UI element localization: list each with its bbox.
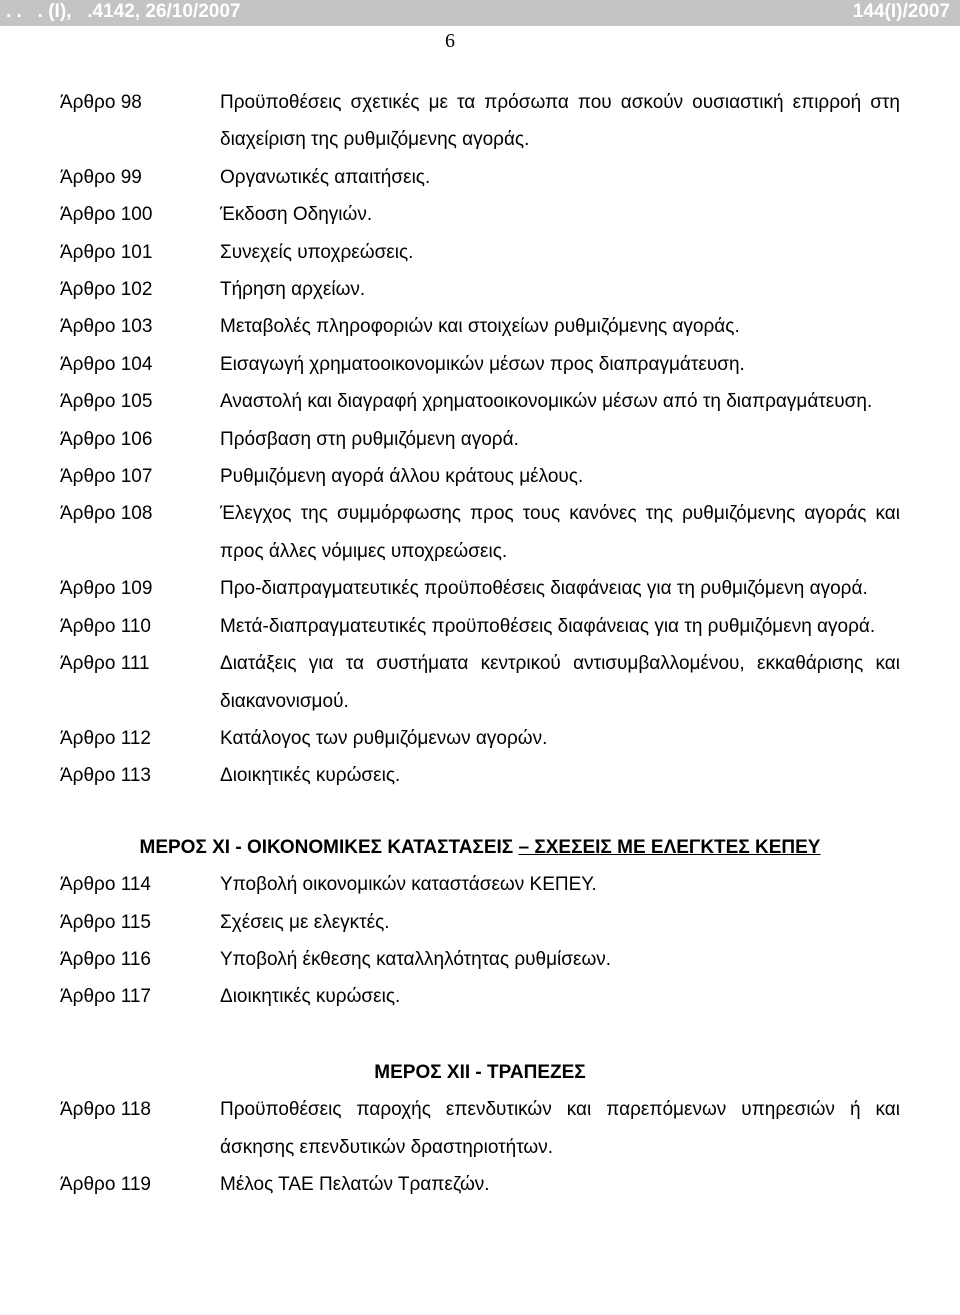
toc-row — [60, 421, 900, 458]
article-title: Έκδοση Οδηγιών. — [220, 204, 373, 226]
article-title: Οργανωτικές απαιτήσεις. — [220, 166, 431, 188]
article-title: Μετά-διαπραγματευτικές προϋποθέσεις διαφάνειας για τη ρυθμιζόμενη αγορά. — [220, 615, 876, 637]
article-title: Εισαγωγή χρηματοοικονομικών μέσων προς διαπραγμάτευση. — [220, 353, 745, 375]
article-number: Άρθρο 109 — [60, 578, 153, 600]
part-xi-heading-underlined: – ΣΧΕΣΕΙΣ ΜΕ ΕΛΕΓΚΤΕΣ ΚΕΠΕΥ — [518, 836, 821, 858]
table-of-contents — [60, 84, 900, 1203]
toc-row — [60, 904, 900, 941]
toc-row — [60, 458, 900, 495]
article-title: Συνεχείς υποχρεώσεις. — [220, 241, 414, 263]
article-number: Άρθρο 102 — [60, 279, 153, 301]
article-title: Διατάξεις για τα συστήματα κεντρικού αντισυμβαλλομένου, εκκαθάρισης και διακανονισμού. — [220, 653, 900, 712]
toc-row — [60, 271, 900, 308]
toc-row — [60, 720, 900, 757]
article-number: Άρθρο 112 — [60, 727, 152, 749]
article-number: Άρθρο 110 — [60, 615, 152, 637]
article-title: Ρυθμιζόμενη αγορά άλλου κράτους μέλους. — [220, 466, 584, 488]
article-title: Προϋποθέσεις παροχής επενδυτικών και παρεπόμενων υπηρεσιών ή και άσκησης επενδυτικών δραστηριοτήτων. — [220, 1099, 900, 1158]
toc-row — [60, 757, 900, 794]
toc-row — [60, 84, 900, 159]
toc-row — [60, 159, 900, 196]
part-xi-article-list — [60, 866, 900, 1016]
article-number: Άρθρο 107 — [60, 466, 153, 488]
article-number: Άρθρο 100 — [60, 204, 153, 226]
article-number: Άρθρο 113 — [60, 765, 152, 787]
article-number: Άρθρο 105 — [60, 391, 153, 413]
article-number: Άρθρο 119 — [60, 1173, 152, 1195]
header-law-number: 144(Ι)/2007 — [852, 1, 950, 22]
toc-row — [60, 570, 900, 607]
article-title: Κατάλογος των ρυθμιζόμενων αγορών. — [220, 727, 548, 749]
article-title: Προϋποθέσεις σχετικές με τα πρόσωπα που ασκούν ουσιαστική επιρροή στη διαχείριση της ρυθμιζόμενης αγοράς. — [220, 92, 900, 151]
article-number: Άρθρο 111 — [60, 653, 150, 675]
article-title: Υποβολή έκθεσης καταλληλότητας ρυθμίσεων. — [220, 948, 612, 970]
article-number: Άρθρο 99 — [60, 166, 142, 188]
article-list — [60, 84, 900, 795]
article-number: Άρθρο 117 — [60, 986, 152, 1008]
article-title: Έλεγχος της συμμόρφωσης προς τους κανόνες της ρυθμιζόμενης αγοράς και προς άλλες νόμιμες υποχρεώσεις. — [220, 503, 900, 562]
article-title: Υποβολή οικονομικών καταστάσεων ΚΕΠΕΥ. — [220, 874, 597, 896]
article-number: Άρθρο 108 — [60, 503, 153, 525]
article-number: Άρθρο 103 — [60, 316, 153, 338]
toc-row — [60, 346, 900, 383]
article-title: Πρόσβαση στη ρυθμιζόμενη αγορά. — [220, 428, 519, 450]
article-number: Άρθρο 115 — [60, 911, 152, 933]
part-xi-heading-prefix: ΜΕΡΟΣ XI - ΟΙΚΟΝΟΜΙΚΕΣ ΚΑΤΑΣΤΑΣΕΙΣ — [139, 836, 519, 858]
article-title: Τήρηση αρχείων. — [220, 279, 366, 301]
toc-row — [60, 495, 900, 570]
part-xii-article-list — [60, 1091, 900, 1203]
toc-row — [60, 866, 900, 903]
article-number: Άρθρο 114 — [60, 874, 152, 896]
toc-row — [60, 941, 900, 978]
article-title: Σχέσεις με ελεγκτές. — [220, 911, 390, 933]
article-number: Άρθρο 101 — [60, 241, 153, 263]
toc-row — [60, 978, 900, 1015]
toc-row — [60, 234, 900, 271]
toc-row — [60, 608, 900, 645]
toc-row — [60, 1166, 900, 1203]
article-title: Διοικητικές κυρώσεις. — [220, 765, 401, 787]
article-number: Άρθρο 104 — [60, 353, 153, 375]
page-number: 6 — [445, 30, 455, 52]
part-xi-heading — [30, 829, 930, 866]
document-header-bar — [0, 0, 960, 26]
article-title: Αναστολή και διαγραφή χρηματοοικονομικών μέσων από τη διαπραγμάτευση. — [220, 391, 873, 413]
article-title: Προ-διαπραγματευτικές προϋποθέσεις διαφάνειας για τη ρυθμιζόμενη αγορά. — [220, 578, 868, 600]
toc-row — [60, 383, 900, 420]
article-number: Άρθρο 118 — [60, 1099, 152, 1121]
article-title: Διοικητικές κυρώσεις. — [220, 986, 401, 1008]
article-number: Άρθρο 106 — [60, 428, 153, 450]
toc-row — [60, 645, 900, 720]
article-title: Μέλος ΤΑΕ Πελατών Τραπεζών. — [220, 1173, 490, 1195]
article-title: Μεταβολές πληροφοριών και στοιχείων ρυθμιζόμενης αγοράς. — [220, 316, 740, 338]
part-xii-heading: ΜΕΡΟΣ XII - ΤΡΑΠΕΖΕΣ — [374, 1061, 586, 1083]
toc-row — [60, 196, 900, 233]
article-number: Άρθρο 116 — [60, 948, 152, 970]
article-number: Άρθρο 98 — [60, 92, 142, 113]
header-gazette-reference: . . . (Ι), .4142, 26/10/2007 — [6, 1, 241, 22]
toc-row — [60, 1091, 900, 1166]
toc-row — [60, 308, 900, 345]
